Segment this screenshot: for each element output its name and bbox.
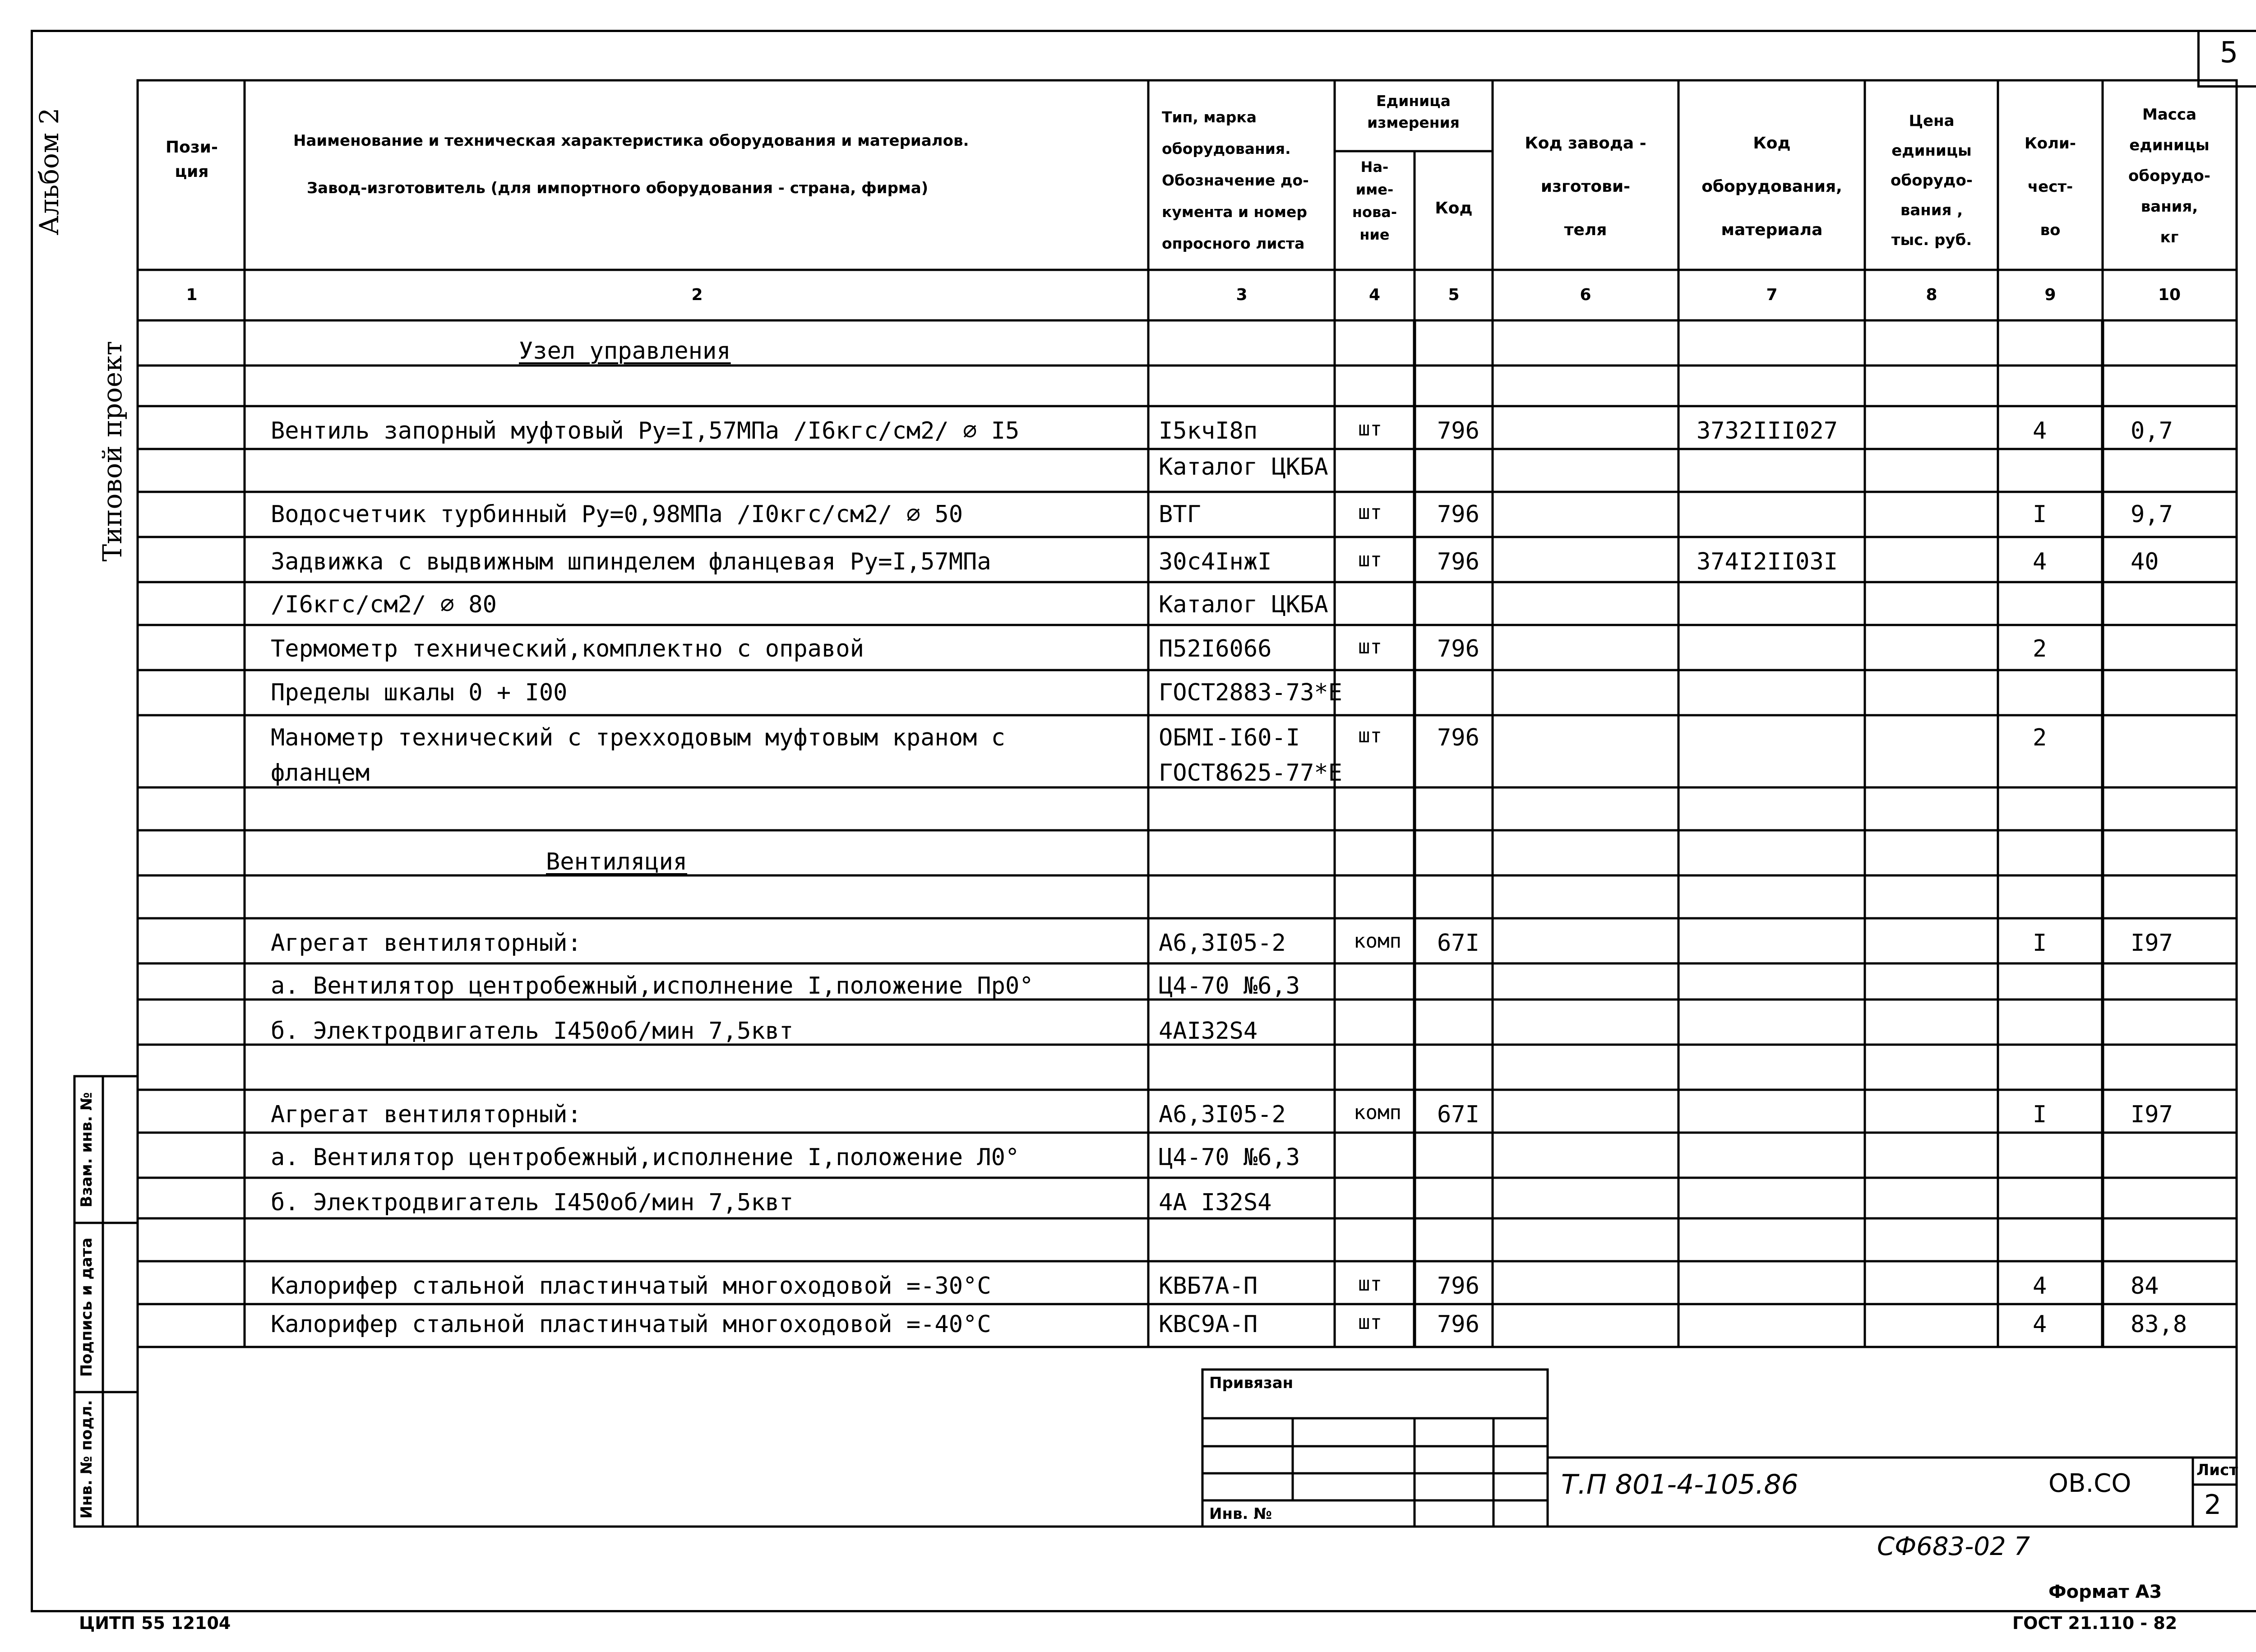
row-name: /I6кгс/см2/ ⌀ 80 [271,591,497,618]
format-label: Формат А3 [2048,1582,2162,1602]
row-name: Пределы шкалы 0 + I00 [271,679,568,706]
row-name: Задвижка с выдвижным шпинделем фланцевая Ру=I,57МПа [271,548,991,575]
row-code: 796 [1437,635,1479,662]
row-type: КВБ7А-П [1159,1273,1258,1300]
row-type: 4АI32S4 [1159,1018,1258,1045]
row-type: I5кчI8п [1159,417,1258,444]
row-name: а. Вентилятор центробежный,исполнение I,положение Пр0° [271,972,1034,1000]
header-name-line1: Наименование и техническая характеристика оборудования и материалов. [293,132,969,150]
colnum-4: 4 [1368,286,1381,304]
row-qty: I [2033,1101,2047,1128]
stamp-inv-no: Инв. № [1209,1505,1272,1523]
row-type: Каталог ЦКБА [1159,591,1328,618]
row-type: ОБМI-I60-I [1159,724,1300,751]
header-type: Тип, марка оборудования. Обозначение до- кумента и номер опросного листа [1162,108,1309,252]
row-type: ГОСТ2883-73*Е [1159,679,1342,706]
footer-standard: ГОСТ 21.110 - 82 [2012,1613,2177,1633]
header-price: Цена единицы оборудо- вания , тыс. руб. [1891,112,1973,249]
row-name: б. Электродвигатель I450об/мин 7,5квт [271,1018,794,1045]
row-type: ГОСТ8625-77*Е [1159,759,1342,787]
row-code: 796 [1437,548,1479,575]
colnum-8: 8 [1926,286,1937,304]
row-unit: комп [1354,1101,1401,1124]
row-type: П52I6066 [1159,635,1272,662]
header-factory-code: Код завода - изготови- теля [1525,134,1646,239]
handwritten-note: СФ683-02 7 [1877,1532,2030,1561]
header-equipment-code: Код оборудования, материала [1701,134,1842,239]
row-name: б. Электродвигатель I450об/мин 7,5квт [271,1189,794,1216]
row-name: Вентиль запорный муфтовый Ру=I,57МПа /I6кгс/см2/ ⌀ I5 [271,417,1020,444]
row-equipment-code: 3732III027 [1697,417,1838,444]
row-type: А6,3I05-2 [1159,1101,1286,1128]
row-type: ВТГ [1159,501,1201,528]
header-unit-code: Код [1435,199,1473,217]
row-qty: 4 [2033,1311,2047,1338]
header-unit-name: На- име- нова- ние [1352,158,1397,243]
row-code: 796 [1437,1311,1479,1338]
colnum-7: 7 [1766,286,1778,304]
row-mass: 84 [2131,1273,2159,1300]
section-heading-ventilation: Вентиляция [546,848,688,875]
corner-sheet-number: 5 [2219,36,2238,69]
row-unit: комп [1354,930,1401,953]
row-unit: шт [1358,724,1382,747]
side-box-inv-original: Инв. № подл. [78,1400,96,1519]
row-code: 796 [1437,417,1479,444]
row-unit: шт [1358,501,1382,524]
row-mass: 9,7 [2131,501,2173,528]
row-name: Термометр технический,комплектно с оправой [271,635,864,662]
row-mass: I97 [2131,930,2173,957]
row-unit: шт [1358,1273,1382,1296]
stamp-sheet-label: Лист [2196,1461,2238,1479]
row-name: Манометр технический с трехходовым муфтовым краном с [271,724,1005,751]
row-name: фланцем [271,759,370,787]
row-equipment-code: 374I2II03I [1697,548,1838,575]
row-code: 67I [1437,930,1479,957]
row-type: Каталог ЦКБА [1159,453,1328,481]
row-type: Ц4-70 №6,3 [1159,972,1300,1000]
side-project-label: Типовой проект [97,341,128,562]
row-unit: шт [1358,417,1382,440]
row-code: 67I [1437,1101,1479,1128]
row-code: 796 [1437,1273,1479,1300]
row-type: КВС9А-П [1159,1311,1258,1338]
row-name: Агрегат вентиляторный: [271,930,582,957]
row-qty: I [2033,930,2047,957]
header-quantity: Коли- чест- во [2025,134,2076,239]
row-mass: 40 [2131,548,2159,575]
stamp-sheet-number: 2 [2204,1489,2222,1521]
row-qty: 4 [2033,417,2047,444]
colnum-5: 5 [1448,286,1460,304]
side-album-label: Альбом 2 [34,107,65,236]
row-code: 796 [1437,724,1479,751]
header-position: Пози- ция [166,138,218,181]
row-name: Агрегат вентиляторный: [271,1101,582,1128]
header-mass: Масса единицы оборудо- вания, кг [2128,106,2210,246]
row-name: Калорифер стальной пластинчатый многоходовой =-30°С [271,1273,991,1300]
stamp-privyazan: Привязан [1209,1374,1294,1392]
row-name: Водосчетчик турбинный Ру=0,98МПа /I0кгс/см2/ ⌀ 50 [271,501,963,528]
colnum-2: 2 [691,286,703,304]
row-type: Ц4-70 №6,3 [1159,1144,1300,1171]
row-unit: шт [1358,1311,1382,1334]
colnum-3: 3 [1236,286,1248,304]
colnum-9: 9 [2044,286,2056,304]
colnum-6: 6 [1580,286,1591,304]
row-type: А6,3I05-2 [1159,930,1286,957]
footer-left-code: ЦИТП 55 12104 [79,1613,231,1633]
row-type: 4А I32S4 [1159,1189,1272,1216]
side-box-replaced-inv: Взам. инв. № [78,1092,96,1208]
colnum-1: 1 [186,286,198,304]
row-qty: I [2033,501,2047,528]
header-name-line2: Завод-изготовитель (для импортного оборудования - страна, фирма) [307,179,929,197]
side-box-signature-date: Подпись и дата [78,1237,96,1377]
row-qty: 2 [2033,724,2047,751]
header-unit: Единица измерения [1367,92,1460,131]
stamp-designation: Т.П 801-4-105.86 [1561,1469,1798,1500]
stamp-section: ОВ.СО [2048,1469,2131,1498]
section-heading-control-unit: Узел управления [519,338,731,365]
colnum-10: 10 [2158,286,2181,304]
row-qty: 4 [2033,548,2047,575]
row-mass: 83,8 [2131,1311,2187,1338]
row-qty: 4 [2033,1273,2047,1300]
row-unit: шт [1358,548,1382,571]
row-code: 796 [1437,501,1479,528]
row-name: Калорифер стальной пластинчатый многоходовой =-40°С [271,1311,991,1338]
row-unit: шт [1358,635,1382,658]
row-name: а. Вентилятор центробежный,исполнение I,положение Л0° [271,1144,1020,1171]
row-mass: 0,7 [2131,417,2173,444]
row-qty: 2 [2033,635,2047,662]
row-mass: I97 [2131,1101,2173,1128]
row-type: 30с4IнжI [1159,548,1272,575]
